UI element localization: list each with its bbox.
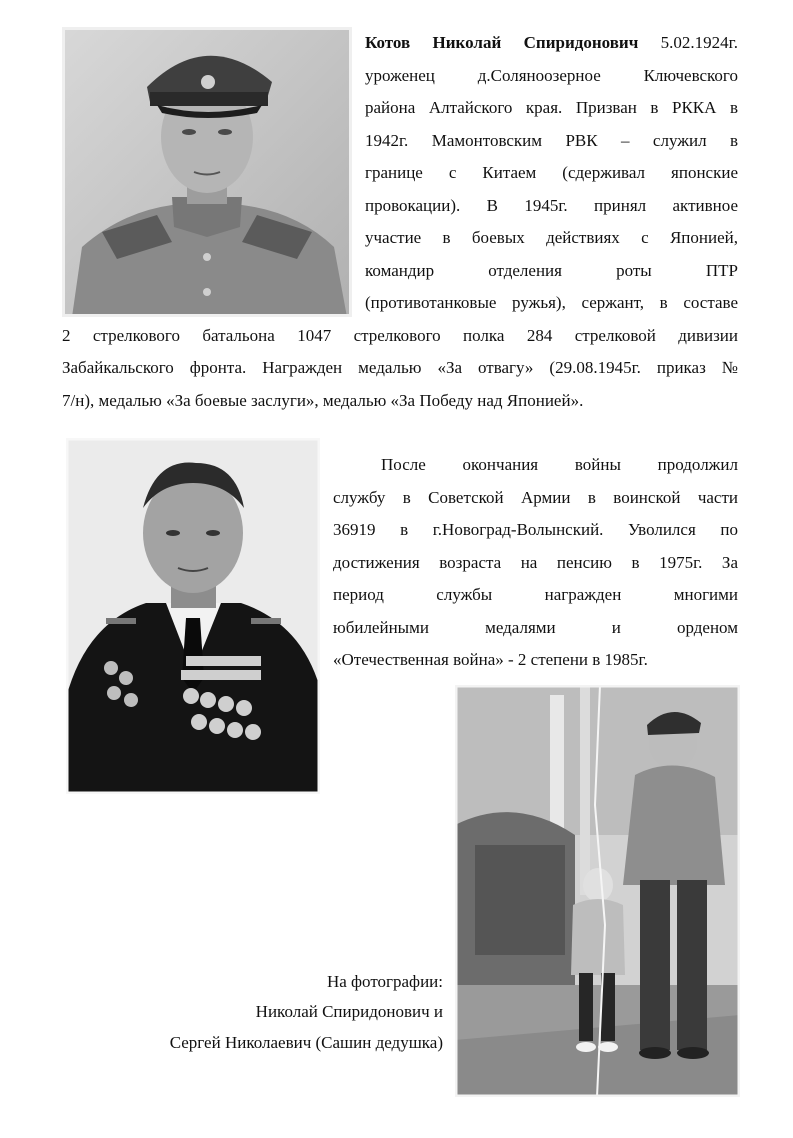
caption-line: Сергей Николаевич (Сашин дедушка) <box>169 1033 443 1052</box>
person-name: Котов Николай Спиридонович <box>365 33 639 52</box>
bio-first-line <box>365 27 738 60</box>
bio-line: границе с Китаем (сдерживал японские <box>365 163 738 182</box>
birth-date: 5.02.1924г. <box>638 33 738 52</box>
bio-line: 1942г. Мамонтовским РВК – служил в <box>365 130 738 150</box>
bio-line: уроженец д.Соляноозерное Ключевского <box>365 65 738 85</box>
portrait-photo-medals <box>66 438 320 794</box>
service-line: 36919 в г.Новоград-Волынский. Уволился по <box>333 520 738 539</box>
service-line: период службы награжден многими <box>333 585 738 604</box>
bio-line: командир отделения роты ПТР <box>365 260 738 280</box>
service-line: После окончания войны продолжил <box>381 455 738 474</box>
family-photo-outdoors <box>455 685 740 1097</box>
portrait-photo-cap <box>62 27 352 317</box>
bio-line: (противотанковые ружья), сержант, в составе <box>365 293 738 312</box>
bio-line: участие в боевых действиях с Японией, <box>365 228 738 247</box>
service-line: службу в Советской Армии в воинской части <box>333 487 738 507</box>
bio-line: 7/н), медалью «За боевые заслуги», медалью «За Победу над Японией». <box>62 390 584 410</box>
bio-line: Забайкальского фронта. Награжден медалью «За отвагу» (29.08.1945г. приказ № <box>62 358 738 377</box>
service-line: достижения возраста на пенсию в 1975г. За <box>333 552 738 572</box>
bio-line: района Алтайского края. Призван в РККА в <box>365 98 738 117</box>
caption-line: На фотографии: <box>326 972 443 991</box>
service-line: юбилейными медалями и орденом <box>333 617 738 637</box>
caption-line: Николай Спиридонович и <box>255 1002 443 1021</box>
bio-line: 2 стрелкового батальона 1047 стрелкового полка 284 стрелковой дивизии <box>62 325 738 345</box>
bio-line: провокации). В 1945г. принял активное <box>365 195 738 215</box>
service-line: «Отечественная война» - 2 степени в 1985г. <box>333 650 648 669</box>
